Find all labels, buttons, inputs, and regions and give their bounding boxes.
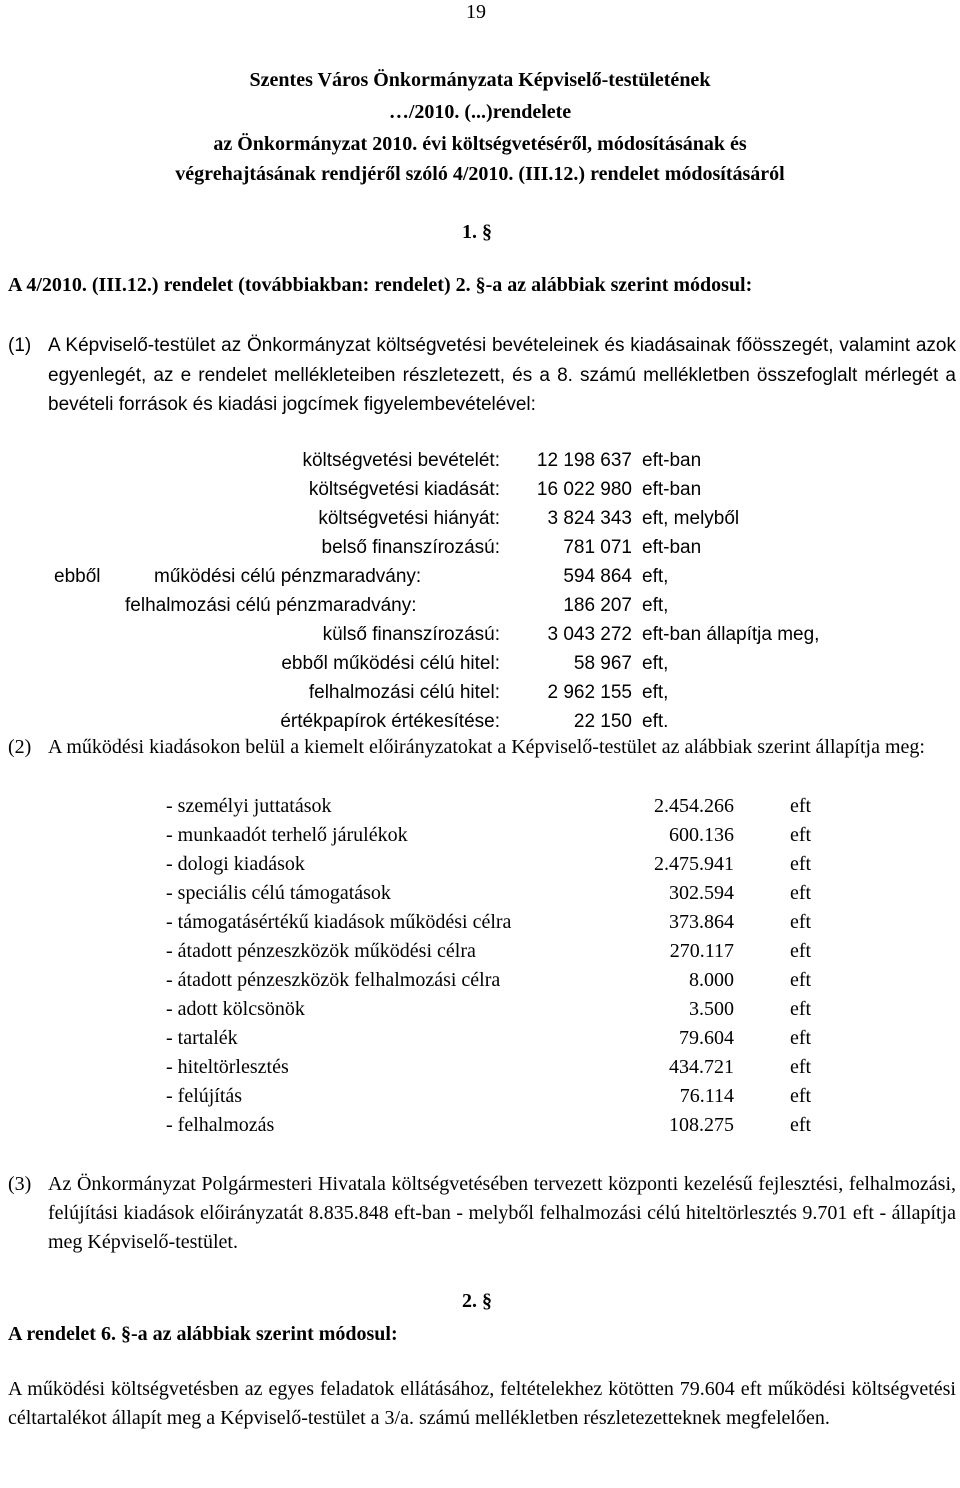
paragraph-1-number: (1) xyxy=(8,335,32,356)
figure-value: 22 150 xyxy=(573,711,632,732)
figure-value: 16 022 980 xyxy=(536,479,632,500)
section-2-intro: A rendelet 6. §-a az alábbiak szerint módosul: xyxy=(8,1323,398,1345)
figure-label: belső finanszírozású: xyxy=(321,537,500,558)
expense-amount: 302.594 xyxy=(669,882,734,904)
figure-unit: eft, xyxy=(642,595,669,616)
section-2-text: A működési költségvetésben az egyes feladatok ellátásához, feltételekhez kötötten 79.604 eft működési költségvetési céltartalékot állapít meg a Képviselő-testület a 3/a. számú mellékletben részletezetteknek megfelelően. xyxy=(8,1378,956,1429)
figure-value: 58 967 xyxy=(573,653,632,674)
expense-row xyxy=(166,792,866,821)
expense-name: - speciális célú támogatások xyxy=(166,882,391,904)
expense-name: - személyi juttatások xyxy=(166,795,332,817)
figure-row xyxy=(40,475,920,504)
paragraph-2-number: (2) xyxy=(8,736,32,758)
figure-unit: eft, xyxy=(642,682,669,703)
expense-row xyxy=(166,1053,866,1082)
figure-unit: eft. xyxy=(642,711,669,732)
expense-amount: 8.000 xyxy=(689,969,734,991)
figure-unit: eft-ban xyxy=(642,450,702,471)
expense-row xyxy=(166,966,866,995)
expense-amount: 373.864 xyxy=(669,911,734,933)
expense-name: - munkaadót terhelő járulékok xyxy=(166,824,408,846)
section-1-intro: A 4/2010. (III.12.) rendelet (továbbiakban: rendelet) 2. §-a az alábbiak szerint módosul: xyxy=(8,274,753,296)
figure-label: külső finanszírozású: xyxy=(322,624,500,645)
figure-unit: eft, xyxy=(642,653,669,674)
figure-unit: eft-ban állapítja meg, xyxy=(642,624,820,645)
figure-row xyxy=(40,620,920,649)
expense-amount: 2.454.266 xyxy=(654,795,734,817)
paragraph-1 xyxy=(8,331,956,420)
expense-name: - adott kölcsönök xyxy=(166,998,305,1020)
expense-name: - tartalék xyxy=(166,1027,238,1049)
expense-amount: 2.475.941 xyxy=(654,853,734,875)
expense-unit: eft xyxy=(790,911,812,933)
figure-row xyxy=(40,678,920,707)
budget-figures xyxy=(40,446,920,736)
figure-label: ebből működési célú hitel: xyxy=(281,653,500,674)
paragraph-2-text: A működési kiadásokon belül a kiemelt előirányzatokat a Képviselő-testület az alábbiak szerint állapítja meg: xyxy=(48,736,925,758)
expense-row xyxy=(166,1082,866,1111)
figure-label: működési célú pénzmaradvány: xyxy=(154,566,422,587)
expense-amount: 79.604 xyxy=(679,1027,734,1049)
expense-row xyxy=(166,850,866,879)
figure-value: 3 043 272 xyxy=(547,624,632,645)
expense-name: - átadott pénzeszközök felhalmozási célra xyxy=(166,969,501,991)
expense-row xyxy=(166,1111,866,1140)
figure-row xyxy=(40,533,920,562)
figure-row xyxy=(40,562,920,591)
figure-unit: eft, melyből xyxy=(642,508,740,529)
figure-unit: eft-ban xyxy=(642,479,702,500)
expense-row xyxy=(166,821,866,850)
figure-value: 3 824 343 xyxy=(547,508,632,529)
expense-amount: 600.136 xyxy=(669,824,734,846)
section-1-heading: 1. § xyxy=(462,221,492,243)
figure-label: értékpapírok értékesítése: xyxy=(280,711,500,732)
title-line-4: végrehajtásának rendjéről szóló 4/2010. (III.12.) rendelet módosításáról xyxy=(175,163,785,185)
expense-row xyxy=(166,879,866,908)
figure-row xyxy=(40,649,920,678)
figure-row xyxy=(40,446,920,475)
figure-value: 186 207 xyxy=(563,595,632,616)
figure-label: felhalmozási célú pénzmaradvány: xyxy=(125,595,417,616)
expense-list xyxy=(166,792,866,1140)
expense-name: - átadott pénzeszközök működési célra xyxy=(166,940,476,962)
figure-value: 594 864 xyxy=(563,566,632,587)
paragraph-1-text: A Képviselő-testület az Önkormányzat költségvetési bevételeinek és kiadásainak főösszegét, valamint azok egyenlegét, az e rendelet mellékleteiben részletezett, és a 8. számú mellékletben összefoglalt mérlegét a bevételi források és kiadási jogcímek figyelembevételével: xyxy=(48,335,956,415)
expense-unit: eft xyxy=(790,969,812,991)
expense-amount: 108.275 xyxy=(669,1114,734,1136)
expense-amount: 76.114 xyxy=(679,1085,734,1107)
expense-name: - dologi kiadások xyxy=(166,853,305,875)
figure-label: költségvetési bevételét: xyxy=(302,450,500,471)
expense-row xyxy=(166,995,866,1024)
expense-name: - felhalmozás xyxy=(166,1114,275,1136)
page-number: 19 xyxy=(466,1,486,23)
figure-value: 12 198 637 xyxy=(536,450,632,471)
expense-unit: eft xyxy=(790,998,812,1020)
expense-amount: 3.500 xyxy=(689,998,734,1020)
expense-unit: eft xyxy=(790,940,812,962)
expense-unit: eft xyxy=(790,1027,812,1049)
title-line-3: az Önkormányzat 2010. évi költségvetéséről, módosításának és xyxy=(213,133,747,155)
figure-row xyxy=(40,591,920,620)
expense-name: - támogatásértékű kiadások működési célra xyxy=(166,911,512,933)
title-line-2: …/2010. (...)rendelete xyxy=(388,101,572,123)
section-2-heading: 2. § xyxy=(462,1290,492,1312)
expense-row xyxy=(166,908,866,937)
expense-unit: eft xyxy=(790,882,812,904)
figure-label: költségvetési kiadását: xyxy=(308,479,500,500)
figure-label: felhalmozási célú hitel: xyxy=(308,682,500,703)
expense-unit: eft xyxy=(790,1056,812,1078)
expense-unit: eft xyxy=(790,1085,812,1107)
expense-unit: eft xyxy=(790,1114,812,1136)
figure-row xyxy=(40,504,920,533)
figure-unit: eft, xyxy=(642,566,669,587)
expense-amount: 434.721 xyxy=(669,1056,734,1078)
figure-unit: eft-ban xyxy=(642,537,702,558)
figure-value: 781 071 xyxy=(563,537,632,558)
paragraph-3 xyxy=(8,1170,956,1257)
paragraph-3-text: Az Önkormányzat Polgármesteri Hivatala költségvetésében tervezett központi kezelésű fejlesztési, felhalmozási, felújítási kiadások előirányzatát 8.835.848 eft-ban - melyből felhalmozási célú hiteltörlesztés 9.701 eft - állapítja meg Képviselő-testület. xyxy=(48,1173,956,1253)
title-line-1: Szentes Város Önkormányzata Képviselő-testületének xyxy=(249,69,711,91)
expense-unit: eft xyxy=(790,824,812,846)
paragraph-3-number: (3) xyxy=(8,1173,32,1195)
figure-label: költségvetési hiányát: xyxy=(318,508,500,529)
figure-prefix: ebből xyxy=(54,566,101,587)
figure-row xyxy=(40,707,920,736)
figure-value: 2 962 155 xyxy=(547,682,632,703)
expense-row xyxy=(166,937,866,966)
expense-row xyxy=(166,1024,866,1053)
expense-amount: 270.117 xyxy=(669,940,734,962)
expense-unit: eft xyxy=(790,853,812,875)
expense-name: - felújítás xyxy=(166,1085,243,1107)
expense-name: - hiteltörlesztés xyxy=(166,1056,289,1078)
expense-unit: eft xyxy=(790,795,812,817)
paragraph-2 xyxy=(8,733,956,762)
